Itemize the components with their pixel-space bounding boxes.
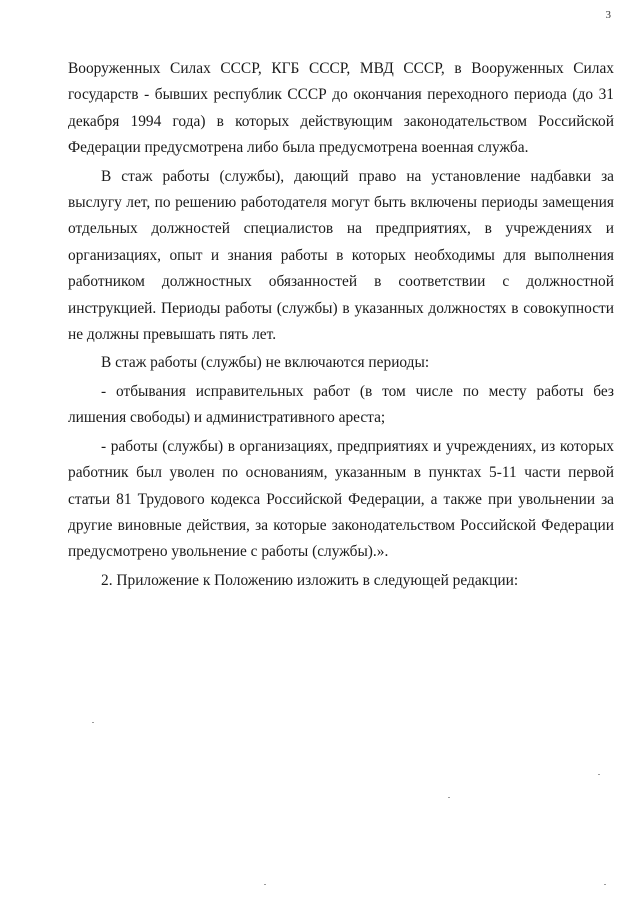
paragraph-excluded-periods-intro: В стаж работы (службы) не включаются периоды: <box>101 354 430 372</box>
paragraph-appendix-amendment: 2. Приложение к Положению изложить в следующей редакции: <box>101 571 519 589</box>
document-body <box>68 56 614 594</box>
scan-speck <box>604 884 606 885</box>
scan-speck <box>448 797 450 798</box>
scan-speck <box>264 884 266 885</box>
page-number: 3 <box>605 9 611 21</box>
paragraph-excluded-corrective-labor: - отбывания исправительных работ (в том числе по месту работы без лишения свободы) и административного ареста; <box>68 382 614 427</box>
paragraph-specialist-periods: В стаж работы (службы), дающий право на установление надбавки за выслугу лет, по решению работодателя могут быть включены периоды замещения отдельных должностей специалистов на предприятиях, в учреждениях и организациях, опыт и знания работы в которых необходимы для выполнения работником должностных обязанностей в соответствии с должностной инструкцией. Периоды работы (службы) в указанных должностях в совокупности не должны превышать пять лет. <box>68 167 614 344</box>
paragraph-excluded-dismissal: - работы (службы) в организациях, предприятиях и учреждениях, из которых работник был уволен по основаниям, указанным в пунктах 5-11 части первой статьи 81 Трудового кодекса Российской Федерации, а также при увольнении за другие виновные действия, за которые законодательством Российской Федерации предусмотрено увольнение с работы (службы).». <box>68 437 614 561</box>
scan-speck <box>598 774 600 775</box>
paragraph-military-service: Вооруженных Силах СССР, КГБ СССР, МВД СССР, в Вооруженных Силах государств - бывших республик СССР до окончания переходного периода (до 31 декабря 1994 года) в которых действующим законодательством Российской Федерации предусмотрена либо была предусмотрена военная служба. <box>68 60 614 157</box>
scan-speck <box>92 722 94 723</box>
